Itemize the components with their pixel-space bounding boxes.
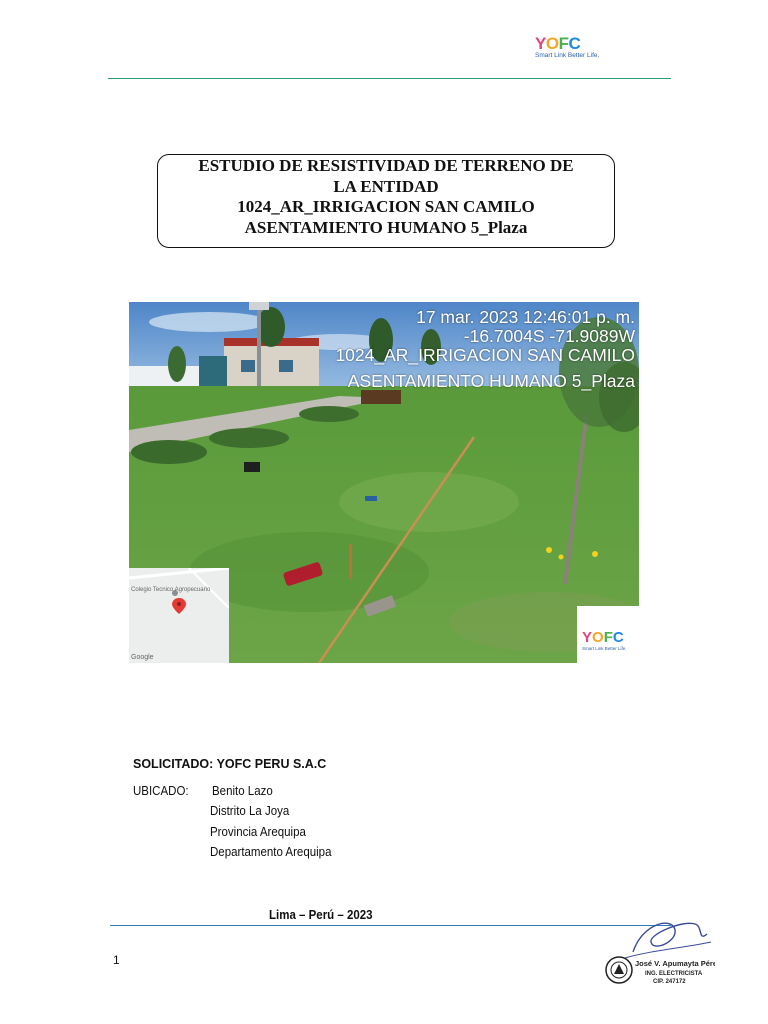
photo-site-code: 1024_AR_IRRIGACION SAN CAMILO	[335, 345, 635, 365]
map-pin-icon	[172, 598, 186, 614]
header-rule	[108, 78, 671, 79]
svg-text:YOFC: YOFC	[582, 629, 624, 646]
engineer-signature-stamp	[603, 912, 715, 988]
map-attribution: Google	[131, 654, 154, 661]
location-line: Provincia Arequipa	[210, 825, 306, 839]
document-title-box	[157, 154, 615, 248]
site-photo	[129, 302, 639, 663]
signature-name: José V. Apumayta Pérez	[635, 959, 715, 968]
place-date: Lima – Perú – 2023	[269, 908, 373, 922]
location-line: Benito Lazo	[212, 784, 273, 798]
yofc-logo	[533, 34, 633, 60]
photo-logo-tagline: Smart Link Better Life.	[582, 646, 627, 651]
footer-rule	[110, 925, 671, 926]
title-line: ESTUDIO DE RESISTIVIDAD DE TERRENO DE	[198, 156, 574, 175]
map-thumbnail	[129, 568, 229, 663]
location-line: Departamento Arequipa	[210, 845, 332, 859]
photo-site-name: ASENTAMIENTO HUMANO 5_Plaza	[347, 371, 635, 391]
location-label: UBICADO:	[133, 784, 189, 798]
photo-timestamp: 17 mar. 2023 12:46:01 p. m.	[416, 307, 635, 327]
map-label: Colegio Tecnico Agropecuario	[131, 587, 211, 593]
photo-coordinates: -16.7004S -71.9089W	[463, 326, 635, 346]
logo-tagline: Smart Link Better Life.	[535, 52, 600, 59]
svg-text:YOFC: YOFC	[535, 34, 581, 53]
requester-line: SOLICITADO: YOFC PERU S.A.C	[133, 757, 327, 771]
title-line: LA ENTIDAD	[333, 176, 439, 196]
page-number: 1	[113, 953, 120, 967]
signature-cip: CIP. 247172	[653, 979, 686, 985]
location-line: Distrito La Joya	[210, 804, 290, 818]
photo-yofc-logo	[577, 606, 639, 663]
signature-title: ING. ELECTRICISTA	[645, 971, 703, 977]
title-line: ASENTAMIENTO HUMANO 5_Plaza	[244, 217, 528, 237]
title-line: 1024_AR_IRRIGACION SAN CAMILO	[237, 197, 535, 216]
